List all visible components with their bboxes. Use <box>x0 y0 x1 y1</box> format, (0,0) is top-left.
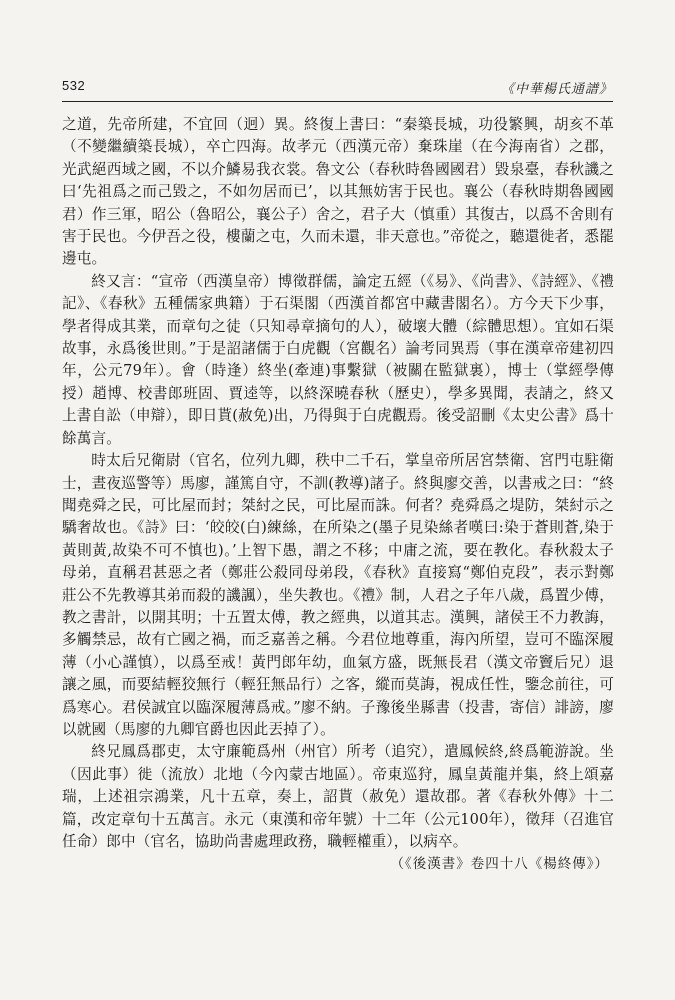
page-header <box>62 78 613 98</box>
running-title: 《中華楊氏通譜》 <box>500 82 613 97</box>
paragraph-brother-feng: 終兄鳳爲郡吏，太守廉範爲州（州官）所考（追究），遣鳳候終,終爲範游說。坐（因此事）徙（流放）北地（今內蒙古地區）。帝東巡狩，鳳皇黃龍并集，終上頌嘉瑞，上述祖宗鴻業，凡十五章，奏上，詔貰（赦免）還故郡。著《春秋外傳》十二篇，改定章句十五萬言。永元（東漢和帝年號）十二年（公元100年），徵拜（召進官任命）郎中（官名，協助尚書處理政務，職輕權重），以病卒。 <box>62 743 614 850</box>
header-rule <box>62 101 613 102</box>
paragraph-letter-to-ma-liao: 時太后兄衛尉（官名，位列九卿，秩中二千石，掌皇帝所居宮禁衛、宮門屯駐衛士，晝夜巡警等）馬廖，謹篤自守，不訓(教導)諸子。終與廖交善，以書戒之曰：“終聞堯舜之民，可比屋而封；桀紂之民，可比屋而誅。何者？堯舜爲之堤防，桀紂示之驕奢故也。《詩》曰：‘皎皎(白)練絲，在所染之(墨子見染絲者嘆曰:染于蒼則蒼,染于黃則黃,故染不可不慎也)。’上智下愚，謂之不移；中庸之流，要在教化。春秋殺太子母弟，直稱君甚惡之者（鄭莊公殺同母弟段，《春秋》直接寫“鄭伯克段”，表示對鄭莊公不先教導其弟而殺的譏諷），坐失教也。《禮》制，人君之子年八歲，爲置少傅，教之書計，以開其明；十五置太傅，教之經典，以道其志。漢興，諸侯王不力教誨，多觸禁忌，故有亡國之禍，而乏嘉善之稱。今君位地尊重，海內所望，豈可不臨深履薄（小心謹慎），以爲至戒！黃門郎年幼，血氣方盛，既無長君（漢文帝竇后兄）退讓之風，而要結輕狡無行（輕狂無品行）之客，縱而莫誨，視成任性，鑒念前往，可爲寒心。君侯誠宜以臨深履薄爲戒。”廖不納。子豫後坐縣書（投書，寄信）誹謗，廖以就國（馬廖的九卿官爵也因此丟掉了）。 <box>62 452 614 738</box>
page-number: 532 <box>62 78 86 93</box>
paragraph-shiqu-debate: 終又言：“宣帝（西漢皇帝）博徵群儒，論定五經（《易》、《尚書》、《詩經》、《禮記》、《春秋》五種儒家典籍）于石渠閣（西漢首都宮中藏書閣名）。方今天下少事，學者得成其業，而章句之徒（只知尋章摘句的人），破壞大體（綜體思想）。宜如石渠故事，永爲後世則。”于是詔諸儒于白虎觀（宮觀名）論考同異焉（事在漢章帝建初四年，公元79年）。會（時逢）終坐(牽連)事繫獄（被關在監獄裏），博士（掌經學傳授）趙博、校書郎班固、賈逵等，以終深曉春秋（歷史），學多異聞，表請之，終又上書自訟（申辯），即日貰(赦免)出，乃得與于白虎觀焉。後受詔刪《太史公書》爲十餘萬言。 <box>62 272 614 447</box>
source-citation: （《後漢書》卷四十八《楊終傳》） <box>390 856 609 872</box>
body-text <box>62 114 614 853</box>
paragraph-continuation: 之道，先帝所建，不宜回（迥）異。終復上書曰：“秦築長城，功役繁興，胡亥不革（不變繼續築長城），卒亡四海。故孝元（西漢元帝）棄珠崖（在今海南省）之郡，光武絕西域之國，不以介鱗易我衣裳。魯文公（春秋時魯國國君）毀泉臺，春秋譏之曰‘先祖爲之而己毀之，不如勿居而已’，以其無妨害于民也。襄公（春秋時期魯國國君）作三軍，昭公（魯昭公，襄公子）舍之，君子大（慎重）其復古，以爲不舍則有害于民也。今伊吾之役，樓蘭之屯，久而未還，非天意也。”帝從之，聽還徙者，悉罷邊屯。 <box>62 116 614 268</box>
